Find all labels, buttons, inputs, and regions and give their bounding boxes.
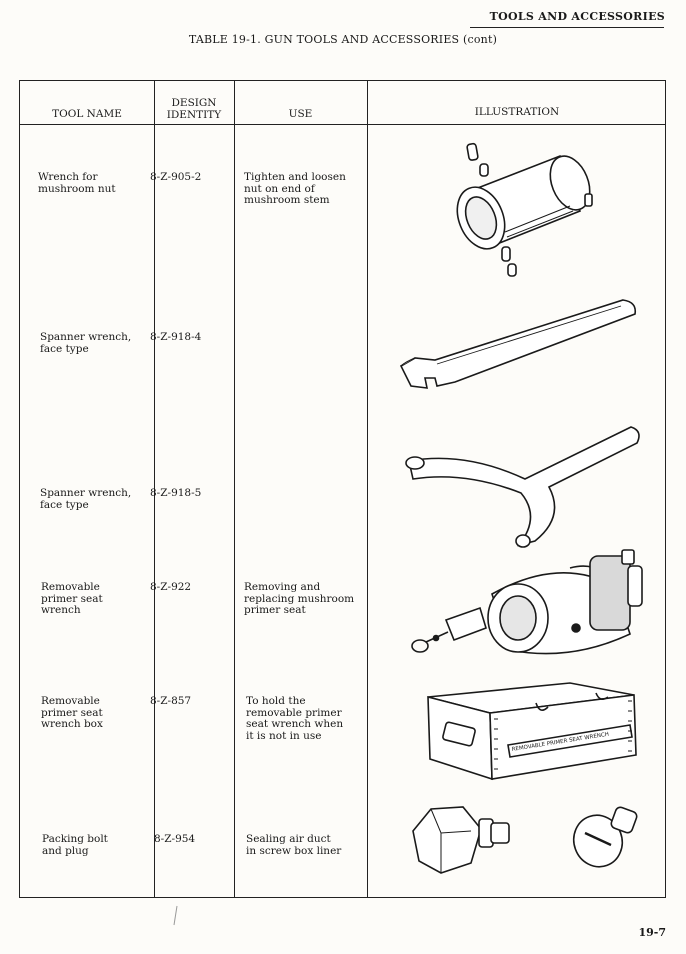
row-4-design-identity: 8-Z-922 (150, 581, 192, 593)
box-label: REMOVABLE PRIMER SEAT WRENCH (511, 731, 610, 753)
row-4-use: Removing and replacing mushroom primer seat (244, 581, 355, 616)
mushroom-nut-wrench-icon (430, 136, 610, 281)
column-divider-3 (367, 81, 368, 897)
row-5-tool-name: Removable primer seat wrench box (41, 695, 103, 730)
running-head: TOOLS AND ACCESSORIES (489, 10, 665, 23)
spanner-wrench-curved-icon (395, 421, 645, 556)
row-2-tool-name: Spanner wrench, face type (40, 331, 132, 355)
column-header-illustration: ILLUSTRATION (474, 106, 560, 118)
row-6-use: Sealing air duct in screw box liner (246, 833, 342, 857)
row-1-design-identity: 8-Z-905-2 (150, 171, 202, 183)
row-6-design-identity: 8-Z-954 (154, 833, 196, 845)
row-1-use: Tighten and loosen nut on end of mushroom stem (244, 171, 346, 206)
column-header-design-identity: DESIGN IDENTITY (166, 97, 222, 121)
row-2-design-identity: 8-Z-918-4 (150, 331, 202, 343)
wrench-box-icon (420, 679, 652, 784)
row-3-tool-name: Spanner wrench, face type (40, 487, 132, 511)
row-3-design-identity: 8-Z-918-5 (150, 487, 202, 499)
running-head-rule (470, 27, 664, 28)
header-rule (20, 124, 665, 125)
row-4-tool-name: Removable primer seat wrench (41, 581, 103, 616)
row-5-design-identity: 8-Z-857 (150, 695, 192, 707)
table-title: TABLE 19-1. GUN TOOLS AND ACCESSORIES (cont) (188, 33, 498, 46)
row-5-use: To hold the removable primer seat wrench when it is not in use (246, 695, 344, 742)
column-header-use: USE (288, 108, 313, 120)
row-6-tool-name: Packing bolt and plug (42, 833, 108, 857)
tools-table (19, 80, 666, 898)
spanner-wrench-straight-icon (395, 286, 645, 396)
stray-pencil-mark (172, 905, 180, 927)
page-number: 19-7 (638, 926, 666, 939)
packing-bolt-and-plug-icon (405, 801, 645, 896)
row-1-tool-name: Wrench for mushroom nut (38, 171, 116, 195)
primer-seat-wrench-icon (400, 546, 650, 676)
column-header-tool-name: TOOL NAME (52, 108, 122, 120)
column-divider-2 (234, 81, 235, 897)
